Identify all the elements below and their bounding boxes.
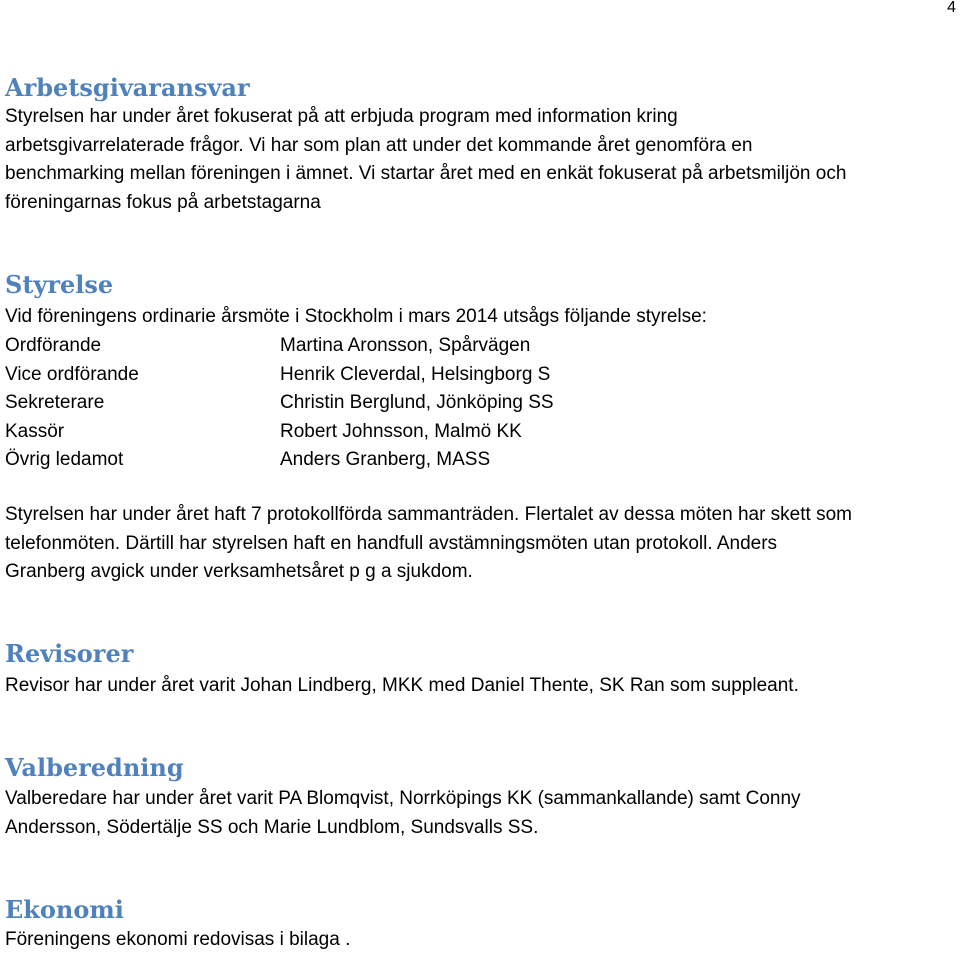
text-line: Valberedare har under året varit PA Blomqvist, Norrköpings KK (sammankallande) samt Conny <box>5 788 801 809</box>
text-line: Revisor har under året varit Johan Lindberg, MKK med Daniel Thente, SK Ran som suppleant. <box>5 675 799 696</box>
board-role: Vice ordförande <box>5 363 139 385</box>
text-line: Styrelsen har under året haft 7 protokollförda sammanträden. Flertalet av dessa möten har skett som <box>5 504 852 525</box>
page-number: 4 <box>947 0 956 16</box>
board-role: Ordförande <box>5 335 102 356</box>
board-member-name: Anders Granberg, MASS <box>280 449 491 470</box>
text-line: Vid föreningens ordinarie årsmöte i Stockholm i mars 2014 utsågs följande styrelse: <box>5 306 707 327</box>
heading-styrelse: Styrelse <box>5 270 114 299</box>
heading-revisorer: Revisorer <box>5 639 134 668</box>
text-line: telefonmöten. Därtill har styrelsen haft en handfull avstämningsmöten utan protokoll. Anders <box>5 532 778 554</box>
text-line: benchmarking mellan föreningen i ämnet. Vi startar året med en enkät fokuserat på arbetsmiljön och <box>5 163 847 184</box>
board-member-name: Robert Johnsson, Malmö KK <box>280 420 522 442</box>
paragraph-styrelse-intro <box>5 303 707 332</box>
paragraph-styrelse-summary <box>5 501 852 587</box>
paragraph-revisorer <box>5 672 799 701</box>
heading-valberedning: Valberedning <box>5 753 184 782</box>
text-line: arbetsgivarrelaterade frågor. Vi har som plan att under det kommande året genomföra en <box>5 134 753 156</box>
board-role: Kassör <box>5 420 65 442</box>
board-member-name: Henrik Cleverdal, Helsingborg S <box>280 363 551 385</box>
board-role: Övrig ledamot <box>5 449 124 470</box>
text-line: Andersson, Södertälje SS och Marie Lundblom, Sundsvalls SS. <box>5 816 539 838</box>
board-member-name: Christin Berglund, Jönköping SS <box>280 392 554 413</box>
paragraph-ekonomi <box>5 926 350 955</box>
text-line: Granberg avgick under verksamhetsåret p g a sjukdom. <box>5 561 473 582</box>
heading-arbetsgivaransvar: Arbetsgivaransvar <box>5 73 250 102</box>
board-role: Sekreterare <box>5 392 105 413</box>
text-line: Föreningens ekonomi redovisas i bilaga . <box>5 929 351 950</box>
heading-ekonomi: Ekonomi <box>5 895 124 924</box>
paragraph-arbetsgivaransvar <box>5 103 846 217</box>
text-line: föreningarnas fokus på arbetstagarna <box>5 191 321 213</box>
paragraph-valberedning <box>5 785 801 842</box>
board-member-name: Martina Aronsson, Spårvägen <box>280 335 531 356</box>
text-line: Styrelsen har under året fokuserat på att erbjuda program med information kring <box>5 106 678 127</box>
